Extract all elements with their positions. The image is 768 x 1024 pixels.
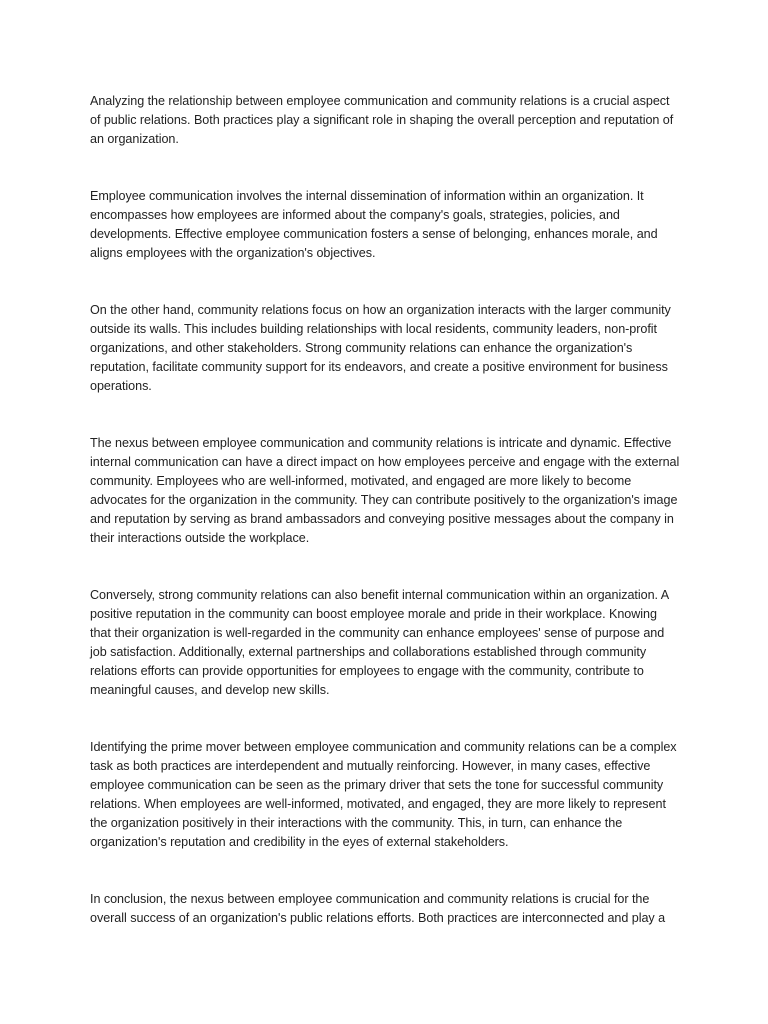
paragraph-7: In conclusion, the nexus between employee communication and community relations is crucial for the overall success of an organization's public relations efforts. Both practices are interconnected and play a — [90, 892, 666, 925]
paragraph-6: Identifying the prime mover between employee communication and community relations can be a complex task as both practices are interdependent and mutually reinforcing. However, in many cases, effective employee communication can be seen as the primary driver that sets the tone for successful community relations. When employees are well-informed, motivated, and engaged, they are more likely to represent the organization positively in their interactions with the community. This, in turn, can enhance the organization's reputation and credibility in the eyes of external stakeholders. — [90, 740, 677, 849]
paragraph-4: The nexus between employee communication and community relations is intricate and dynamic. Effective internal communication can have a direct impact on how employees perceive and engage with the external community. Employees who are well-informed, motivated, and engaged are more likely to become advocates for the organization in the community. They can contribute positively to the organization's image and reputation by serving as brand ambassadors and conveying positive messages about the company in their interactions outside the workplace. — [90, 436, 680, 545]
document-body — [90, 92, 680, 966]
paragraph-2: Employee communication involves the internal dissemination of information within an organization. It encompasses how employees are informed about the company's goals, strategies, policies, and developments. Effective employee communication fosters a sense of belonging, enhances morale, and aligns employees with the organization's objectives. — [90, 189, 658, 260]
paragraph-1: Analyzing the relationship between employee communication and community relations is a crucial aspect of public relations. Both practices play a significant role in shaping the overall perception and reputation of an organization. — [90, 94, 674, 146]
paragraph-3: On the other hand, community relations focus on how an organization interacts with the larger community outside its walls. This includes building relationships with local residents, community leaders, non-profit organizations, and other stakeholders. Strong community relations can enhance the organization's reputation, facilitate community support for its endeavors, and create a positive environment for business operations. — [90, 303, 671, 393]
paragraph-5: Conversely, strong community relations can also benefit internal communication within an organization. A positive reputation in the community can boost employee morale and pride in their workplace. Knowing that their organization is well-regarded in the community can enhance employees' sense of purpose and job satisfaction. Additionally, external partnerships and collaborations established through community relations efforts can provide opportunities for employees to engage with the community, contribute to meaningful causes, and develop new skills. — [90, 588, 669, 697]
